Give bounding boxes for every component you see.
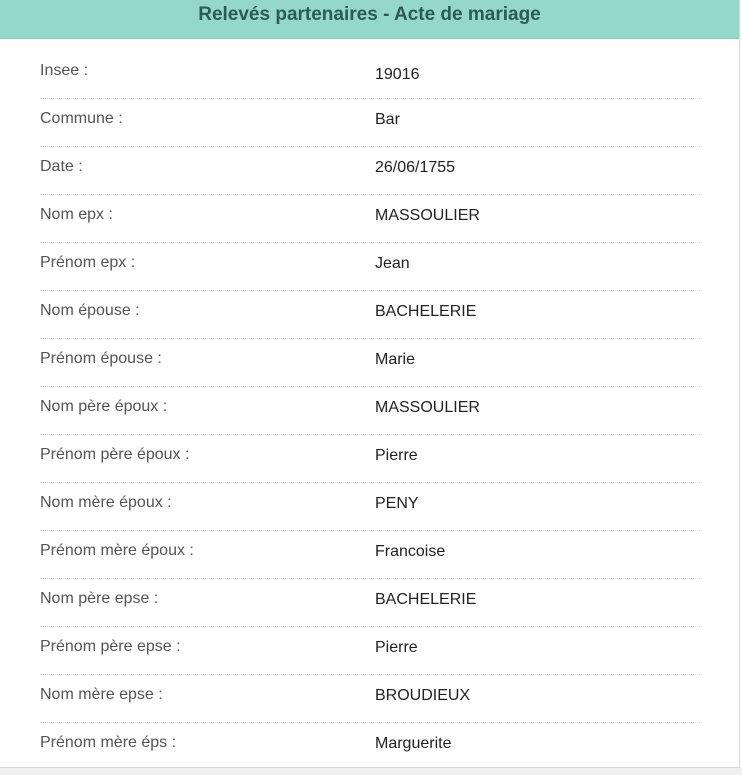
field-value: Marguerite xyxy=(375,735,452,752)
field-label: Prénom père époux : xyxy=(40,446,190,463)
field-value: Marie xyxy=(375,351,416,368)
field-row-nom-pere-epoux xyxy=(40,388,700,435)
field-row-nom-epx xyxy=(40,196,700,243)
field-value: 26/06/1755 xyxy=(375,159,456,176)
field-row-nom-pere-epse xyxy=(40,580,700,627)
field-label: Prénom epx : xyxy=(40,254,136,271)
field-value: Francoise xyxy=(375,543,446,560)
field-label: Commune : xyxy=(40,110,123,127)
field-value: PENY xyxy=(375,495,419,512)
field-row-prenom-epx xyxy=(40,244,700,291)
field-label: Date : xyxy=(40,158,83,175)
field-value: Pierre xyxy=(375,639,418,656)
record-fields xyxy=(40,52,700,772)
field-row-prenom-mere-eps xyxy=(40,724,700,771)
field-label: Nom père époux : xyxy=(40,398,168,415)
field-label: Nom epx : xyxy=(40,206,113,223)
field-row-prenom-epouse xyxy=(40,340,700,387)
field-label: Nom mère epse : xyxy=(40,686,163,703)
field-label: Prénom mère éps : xyxy=(40,734,177,751)
field-value: BROUDIEUX xyxy=(375,687,471,704)
field-label: Prénom mère époux : xyxy=(40,542,194,559)
field-value: 19016 xyxy=(375,66,420,83)
field-label: Nom père epse : xyxy=(40,590,159,607)
field-row-commune xyxy=(40,100,700,147)
field-row-prenom-mere-epoux xyxy=(40,532,700,579)
field-label: Nom épouse : xyxy=(40,302,140,319)
field-value: Jean xyxy=(375,255,410,272)
field-row-insee xyxy=(40,52,700,99)
field-row-nom-epouse xyxy=(40,292,700,339)
field-value: Pierre xyxy=(375,447,418,464)
field-value: BACHELERIE xyxy=(375,591,477,608)
field-value: MASSOULIER xyxy=(375,399,480,416)
field-row-prenom-pere-epoux xyxy=(40,436,700,483)
field-label: Prénom épouse : xyxy=(40,350,162,367)
field-row-nom-mere-epse xyxy=(40,676,700,723)
field-label: Insee : xyxy=(40,62,89,79)
field-label: Prénom père epse : xyxy=(40,638,181,655)
field-row-nom-mere-epoux xyxy=(40,484,700,531)
field-value: MASSOULIER xyxy=(375,207,480,224)
field-value: Bar xyxy=(375,111,400,128)
panel-header xyxy=(0,0,739,39)
field-row-date xyxy=(40,148,700,195)
field-label: Nom mère époux : xyxy=(40,494,172,511)
panel-title: Relevés partenaires - Acte de mariage xyxy=(198,4,541,25)
field-row-prenom-pere-epse xyxy=(40,628,700,675)
page-bottom-strip xyxy=(0,768,742,775)
field-value: BACHELERIE xyxy=(375,303,477,320)
